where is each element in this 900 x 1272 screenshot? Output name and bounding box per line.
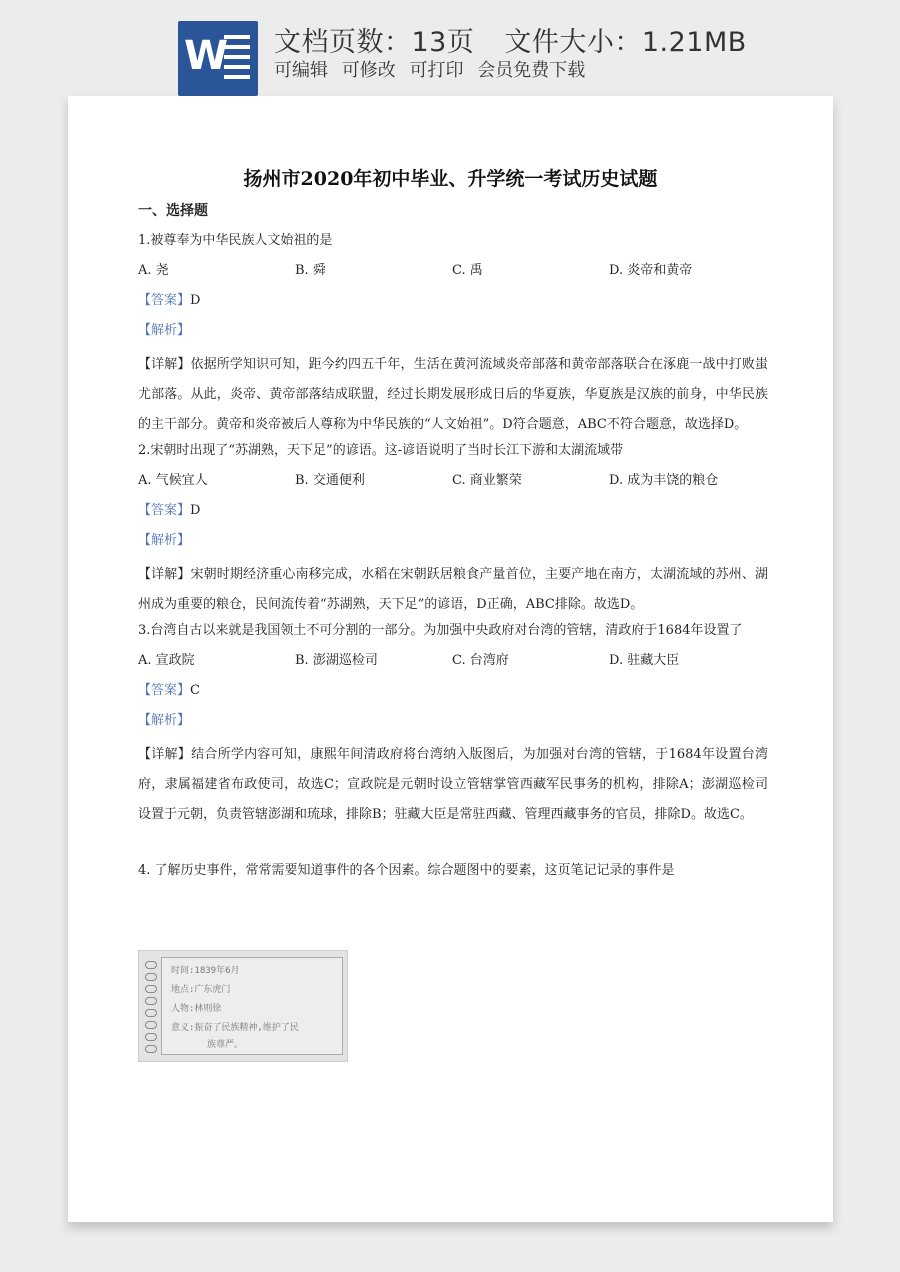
word-icon-letter: W	[184, 33, 229, 79]
answer-tag: 【答案】	[138, 503, 191, 518]
question-3-options	[138, 650, 768, 680]
detail-tag: 【详解】	[138, 747, 192, 762]
answer-value: D	[190, 293, 201, 308]
question-3-stem: 3.台湾自古以来就是我国领土不可分割的一部分。为加强中央政府对台湾的管辖，清政府于1684年设置了	[138, 623, 743, 638]
note-significance-cont: 族尊严。	[207, 1040, 244, 1050]
detail-text: 宋朝时期经济重心南移完成，水稻在宋朝跃居粮食产量首位，主要产地在南方，太湖流域的苏州、湖州成为重要的粮仓，民间流传着“苏湖熟，天下足”的谚语，D正确，ABC排除。故选D。	[138, 567, 768, 612]
detail-tag: 【详解】	[138, 567, 191, 582]
question-2-stem: 2.宋朝时出现了“苏湖熟，天下足”的谚语。这-谚语说明了当时长江下游和太湖流域带	[138, 443, 624, 458]
question-3-answer	[138, 680, 768, 710]
document-page	[68, 96, 833, 1222]
feature-modifiable: 可修改	[341, 60, 396, 81]
question-1-detail	[138, 350, 768, 440]
option-a: A. 宣政院	[138, 653, 195, 668]
question-4-stem: 4. 了解历史事件，常常需要知道事件的各个因素。综合题图中的要素，这页笔记记录的事件是	[138, 863, 675, 878]
option-d: D. 炎帝和黄帝	[609, 263, 693, 278]
option-b: B. 交通便利	[295, 473, 365, 488]
file-size: 文件大小：1.21MB	[504, 27, 747, 58]
question-1-answer	[138, 290, 768, 320]
answer-tag: 【答案】	[138, 293, 191, 308]
option-d: D. 成为丰饶的粮仓	[609, 473, 719, 488]
analysis-tag: 【解析】	[138, 713, 191, 728]
detail-tag: 【详解】	[138, 357, 191, 372]
option-a: A. 尧	[138, 263, 169, 278]
question-1-options	[138, 260, 768, 290]
answer-tag: 【答案】	[138, 683, 191, 698]
question-2-detail	[138, 560, 768, 620]
feature-editable: 可编辑	[274, 60, 328, 81]
word-document-icon	[178, 21, 258, 96]
question-3-detail	[138, 740, 768, 830]
question-1-stem: 1.被尊奉为中华民族人文始祖的是	[138, 233, 333, 248]
note-person: 人物:林则徐	[171, 1004, 222, 1014]
analysis-tag: 【解析】	[138, 533, 191, 548]
option-c: C. 商业繁荣	[452, 473, 522, 488]
note-place: 地点:广东虎门	[171, 985, 231, 995]
analysis-tag: 【解析】	[138, 323, 191, 338]
note-significance: 意义:振奋了民族精神,维护了民	[171, 1023, 299, 1033]
question-2-options	[138, 470, 768, 500]
option-c: C. 禹	[452, 263, 483, 278]
note-time: 时间:1839年6月	[171, 966, 240, 976]
feature-printable: 可打印	[409, 60, 464, 81]
detail-text: 结合所学内容可知，康熙年间清政府将台湾纳入版图后，为加强对台湾的管辖，于1684年设置台湾府，隶属福建省布政使司，故选C；宣政院是元朝时设立管辖掌管西藏军民事务的机构，排除A；澎湖巡检司设置于元朝，负责管辖澎湖和琉球，排除B；驻藏大臣是常驻西藏、管理西藏事务的官员，排除D。故选C。	[138, 747, 768, 822]
question-2-answer	[138, 500, 768, 530]
feature-list	[274, 56, 593, 82]
option-a: A. 气候宜人	[138, 473, 208, 488]
document-info-banner	[0, 0, 900, 96]
document-body	[138, 200, 768, 890]
answer-value: C	[190, 683, 200, 698]
section-heading: 一、选择题	[138, 203, 208, 219]
feature-member-download: 会员免费下载	[477, 60, 586, 81]
page-count: 文档页数：13页	[274, 27, 475, 58]
notebook-image	[138, 950, 348, 1062]
option-c: C. 台湾府	[452, 653, 509, 668]
detail-text: 依据所学知识可知，距今约四五千年，生活在黄河流域炎帝部落和黄帝部落联合在涿鹿一战中打败蚩尤部落。从此，炎帝、黄帝部落结成联盟，经过长期发展形成日后的华夏族，华夏族是汉族的前身，中华民族的主干部分。黄帝和炎帝被后人尊称为中华民族的“人文始祖”。D符合题意，ABC不符合题意，故选择D。	[138, 357, 768, 432]
option-d: D. 驻藏大臣	[609, 653, 680, 668]
page-title: 扬州市2020年初中毕业、升学统一考试历史试题	[243, 168, 658, 190]
file-meta	[274, 20, 747, 59]
option-b: B. 舜	[295, 263, 326, 278]
option-b: B. 澎湖巡检司	[295, 653, 378, 668]
answer-value: D	[190, 503, 201, 518]
